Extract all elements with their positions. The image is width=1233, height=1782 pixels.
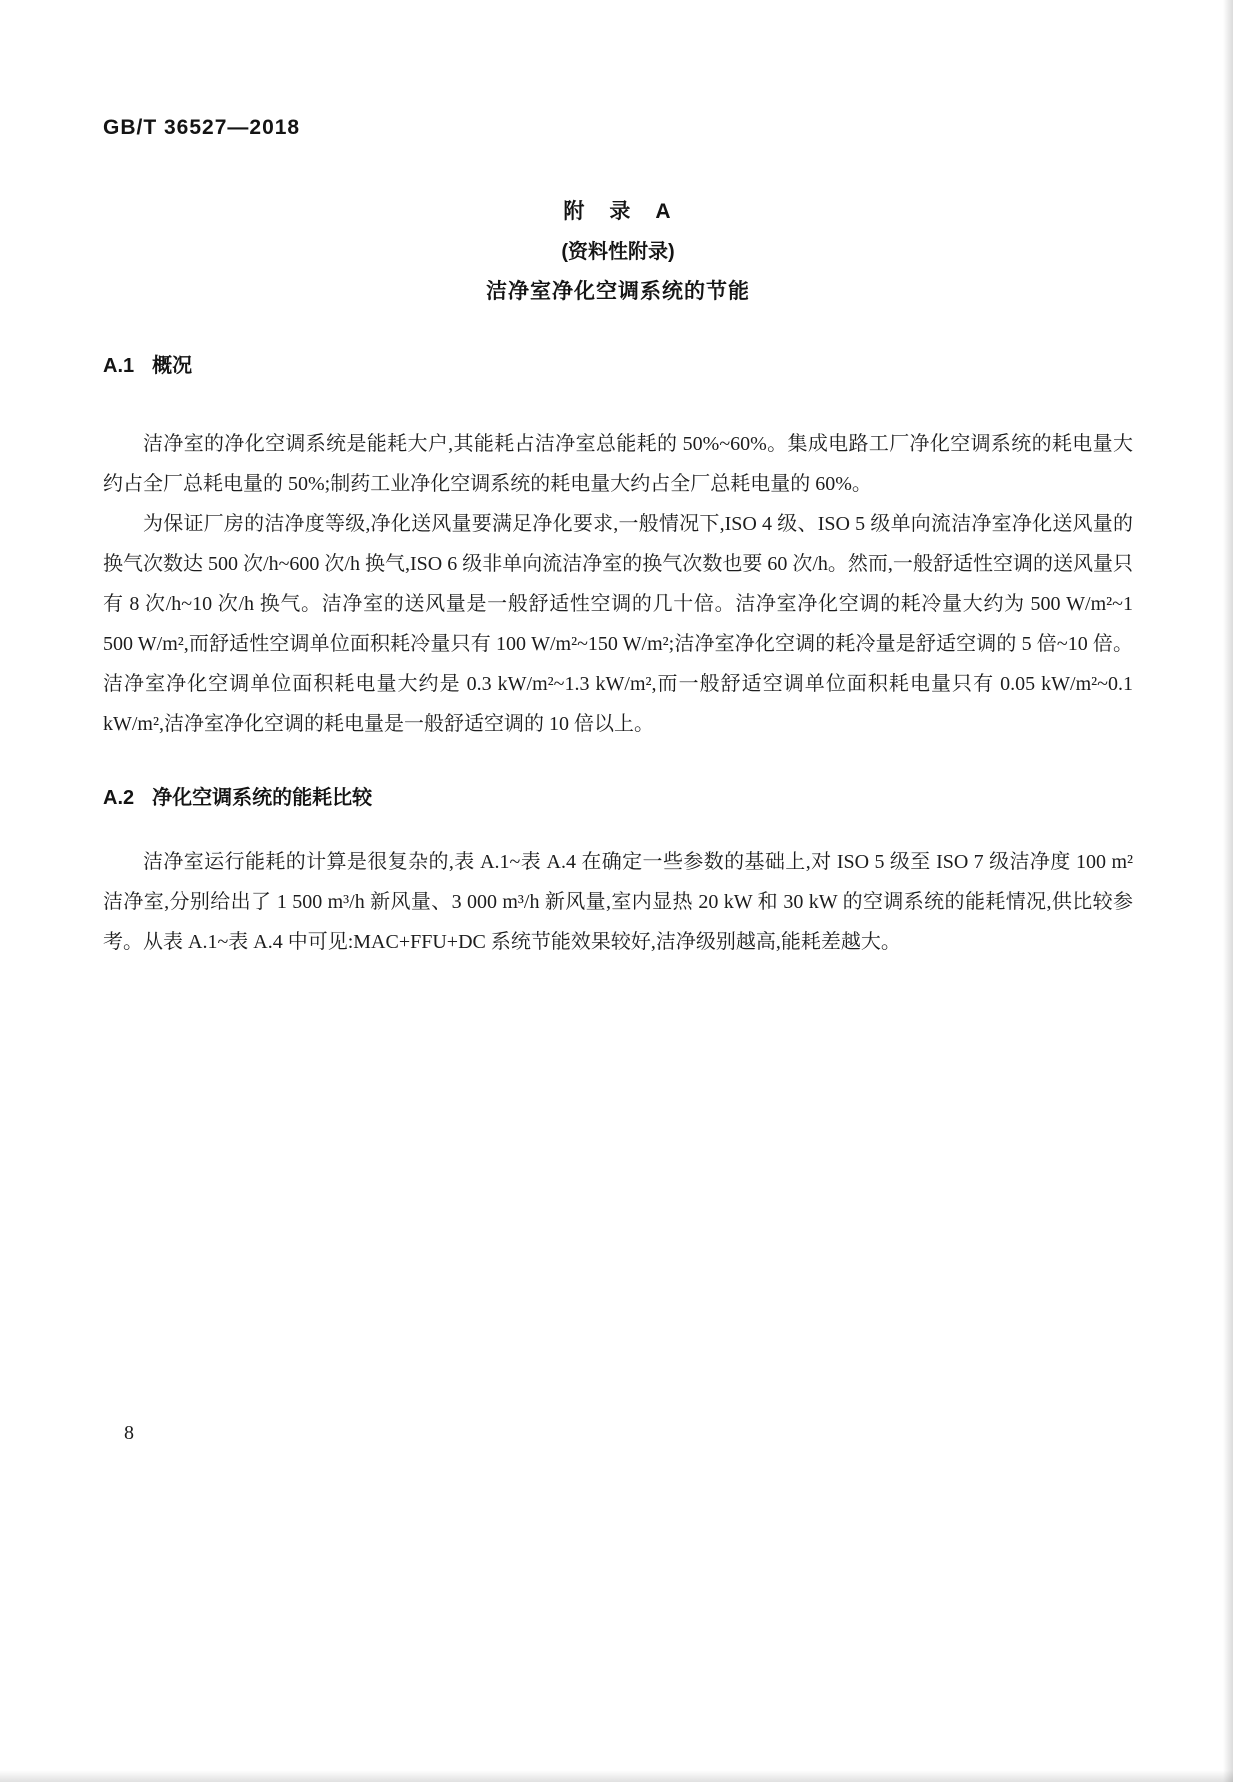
section-a1-number: A.1 [103, 355, 135, 377]
scan-edge-right [1223, 0, 1233, 1782]
appendix-heading: 洁净室净化空调系统的节能 [486, 280, 750, 303]
paragraph: 洁净室运行能耗的计算是很复杂的,表 A.1~表 A.4 在确定一些参数的基础上,对 ISO 5 级至 ISO 7 级洁净度 100 m² 洁净室,分别给出了 1 500 m³/h 新风量、3 000 m³/h 新风量,室内显热 20 kW 和 30 kW 的空调系统的能耗情况,供比较参考。从表 A.1~表 A.4 中可见:MAC+FFU+DC 系统节能效果较好,洁净级别越高,能耗差越大。 [103, 851, 1133, 953]
section-a2-title: 净化空调系统的能耗比较 [152, 787, 373, 809]
section-a1 [103, 352, 1133, 744]
section-a2-heading [103, 784, 1133, 812]
standard-number-header: GB/T 36527—2018 [103, 116, 301, 139]
appendix-subtitle: (资料性附录) [561, 241, 675, 263]
appendix-title: 附 录 A [563, 200, 673, 223]
section-a1-heading [103, 352, 1133, 380]
section-a2 [103, 784, 1133, 962]
paragraph: 为保证厂房的洁净度等级,净化送风量要满足净化要求,一般情况下,ISO 4 级、ISO 5 级单向流洁净室净化送风量的换气次数达 500 次/h~600 次/h 换气,ISO 6 级非单向流洁净室的换气次数也要 60 次/h。然而,一般舒适性空调的送风量只有 8 次/h~10 次/h 换气。洁净室的送风量是一般舒适性空调的几十倍。洁净室净化空调的耗冷量大约为 500 W/m²~1 500 W/m²,而舒适性空调单位面积耗冷量只有 100 W/m²~150 W/m²;洁净室净化空调的耗冷量是舒适空调的 5 倍~10 倍。洁净室净化空调单位面积耗电量大约是 0.3 kW/m²~1.3 kW/m²,而一般舒适空调单位面积耗电量只有 0.05 kW/m²~0.1 kW/m²,洁净室净化空调的耗电量是一般舒适空调的 10 倍以上。 [103, 513, 1133, 735]
section-a2-number: A.2 [103, 787, 135, 809]
section-a1-title: 概况 [152, 355, 193, 377]
page-content [103, 0, 1133, 962]
paragraph: 洁净室的净化空调系统是能耗大户,其能耗占洁净室总能耗的 50%~60%。集成电路工厂净化空调系统的耗电量大约占全厂总耗电量的 50%;制药工业净化空调系统的耗电量大约占全厂总耗电量的 60%。 [103, 433, 1133, 495]
page-number: 8 [124, 1422, 134, 1444]
scan-edge-bottom [0, 1770, 1233, 1782]
appendix-title-block [103, 192, 1133, 312]
